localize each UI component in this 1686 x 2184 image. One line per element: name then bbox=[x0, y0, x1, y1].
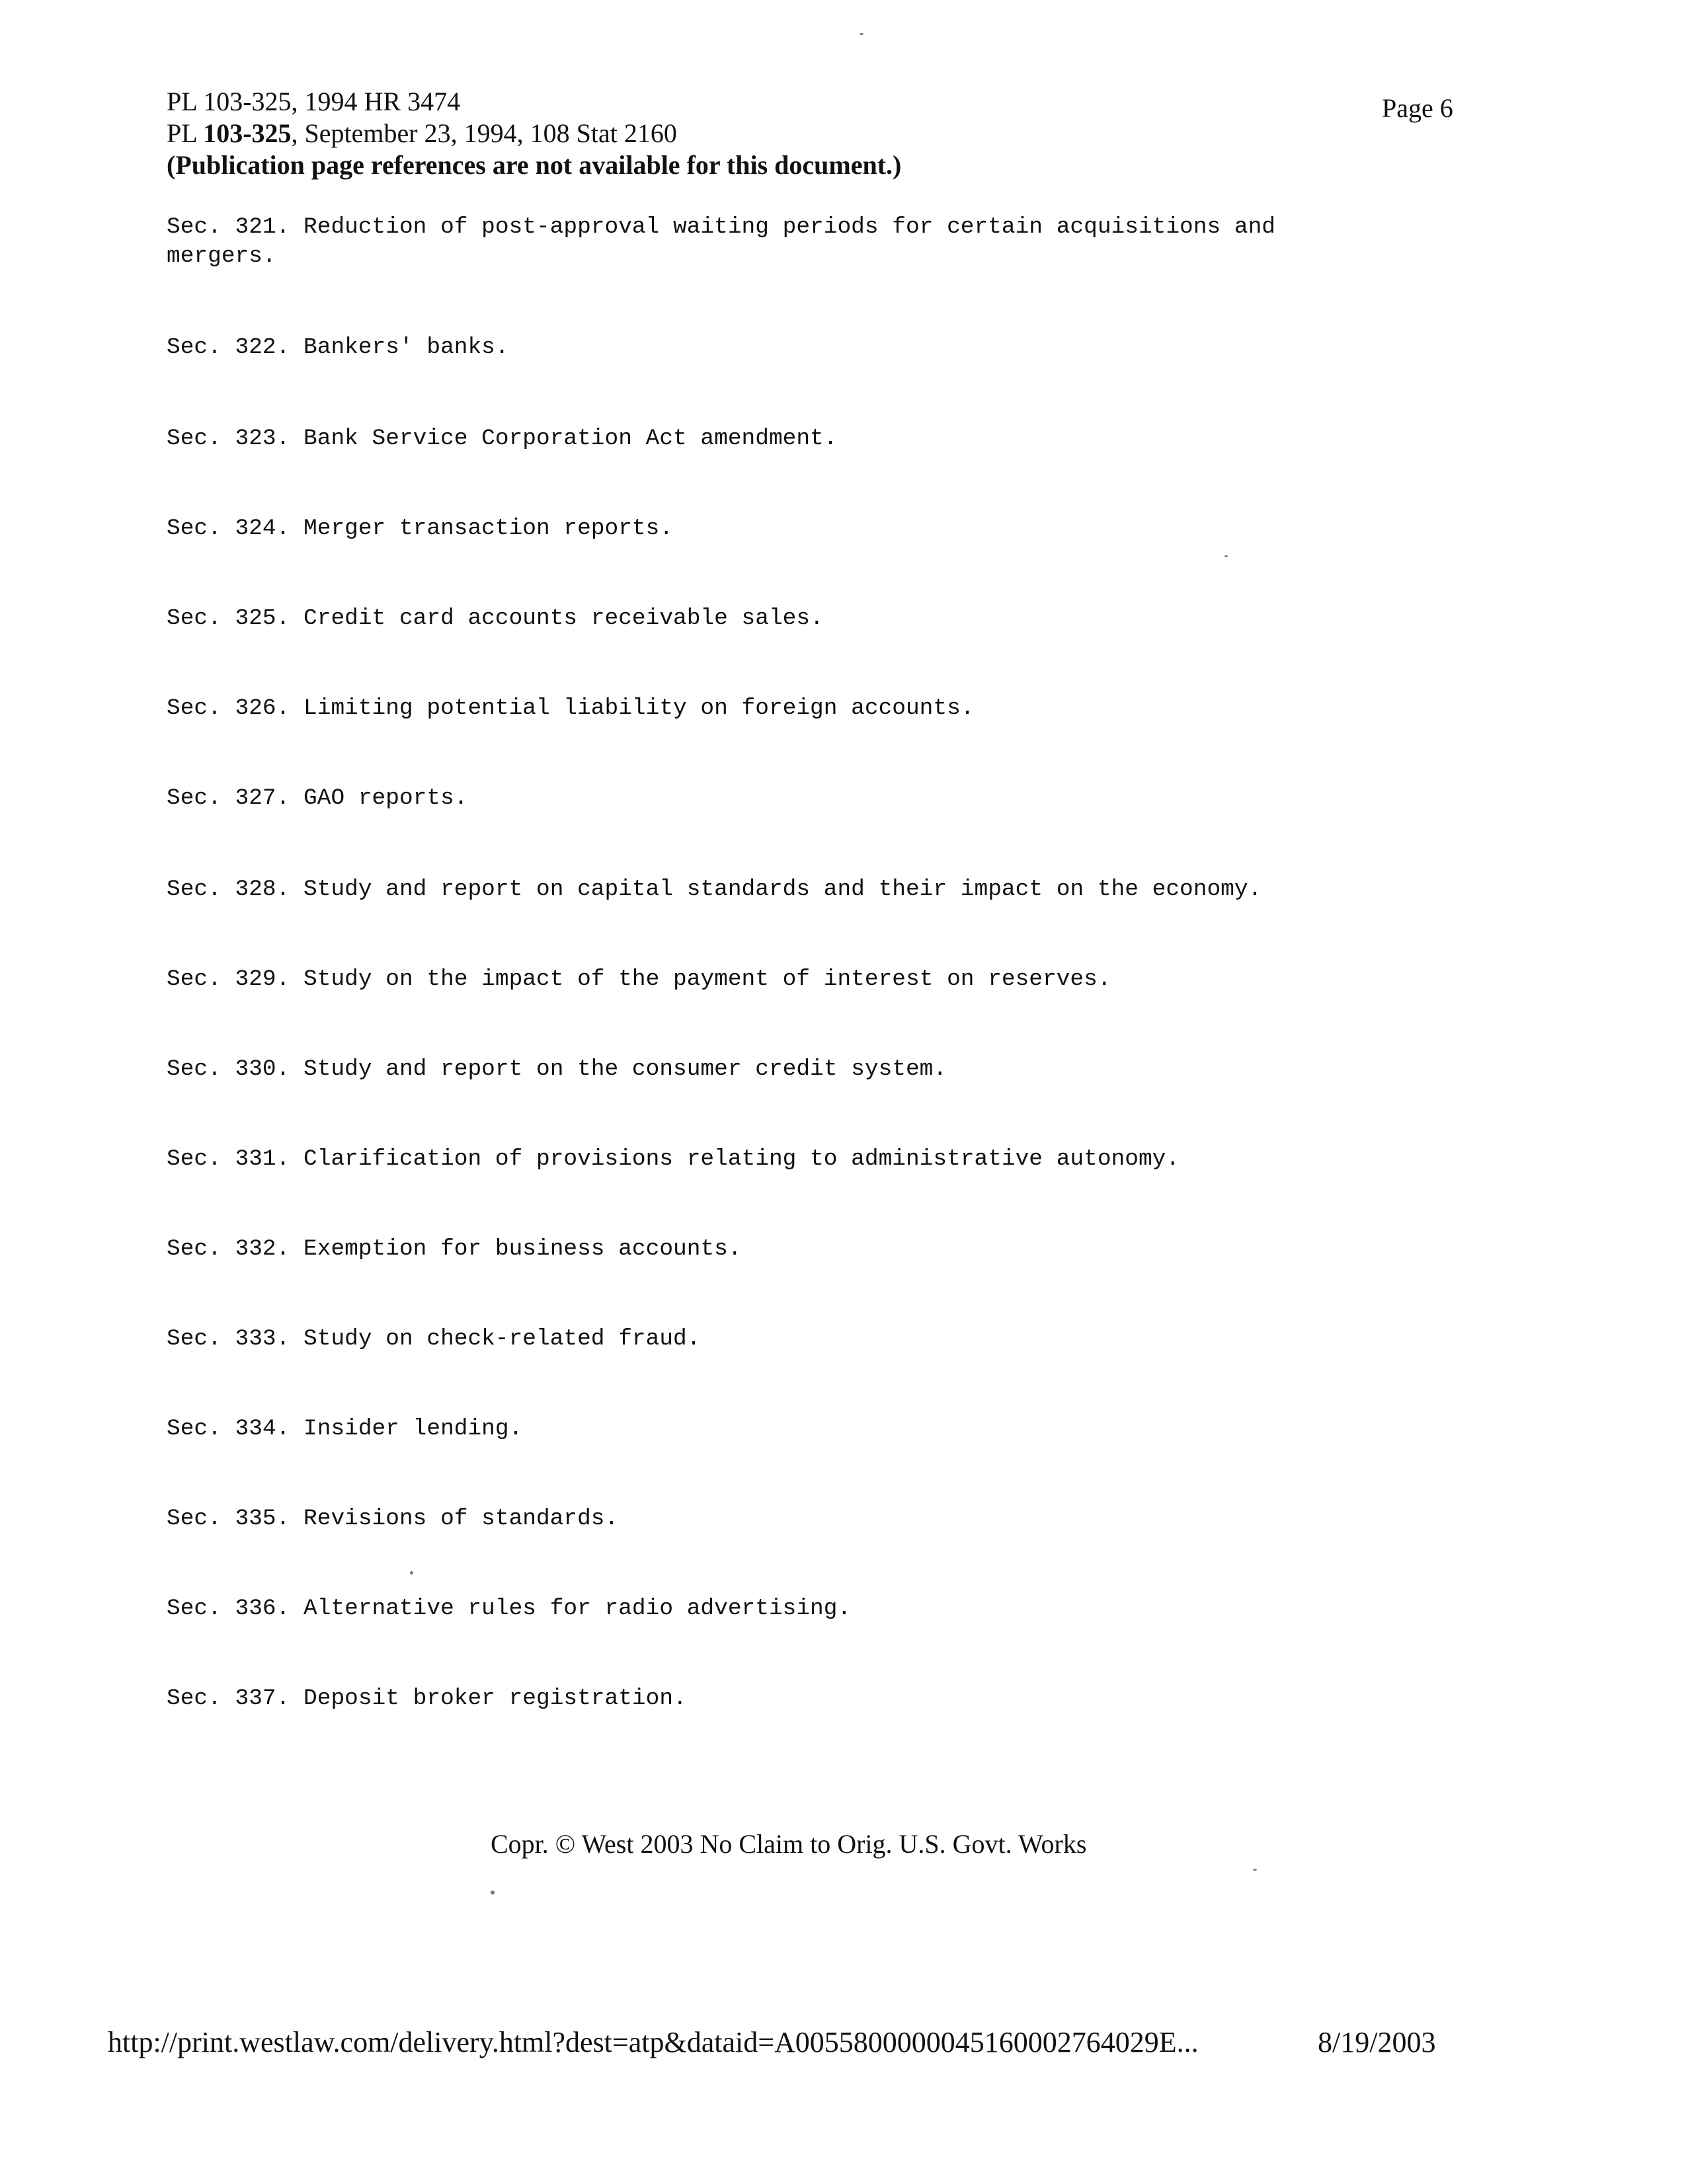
public-law-line bbox=[167, 118, 1489, 149]
section-item: Sec. 337. Deposit broker registration. bbox=[167, 1686, 687, 1711]
section-item: Sec. 336. Alternative rules for radio advertising. bbox=[167, 1596, 852, 1621]
section-item: Sec. 323. Bank Service Corporation Act amendment. bbox=[167, 426, 838, 451]
section-item: Sec. 322. Bankers' banks. bbox=[167, 334, 509, 360]
section-list bbox=[167, 213, 1423, 1713]
public-law-number: 103-325 bbox=[203, 118, 292, 148]
scan-speck bbox=[1224, 555, 1228, 557]
section-item: Sec. 335. Revisions of standards. bbox=[167, 1506, 619, 1532]
page-number: Page 6 bbox=[1382, 93, 1453, 123]
scan-speck bbox=[1253, 1869, 1257, 1871]
scan-speck bbox=[491, 1891, 495, 1894]
public-law-prefix: PL bbox=[167, 118, 204, 148]
public-law-date: , September 23, 1994, 108 Stat 2160 bbox=[291, 118, 677, 148]
scan-speck bbox=[410, 1571, 413, 1575]
section-item: Sec. 329. Study on the impact of the payment of interest on reserves. bbox=[167, 966, 1111, 992]
section-item: Sec. 328. Study and report on capital standards and their impact on the economy. bbox=[167, 877, 1262, 902]
section-item: Sec. 325. Credit card accounts receivable sales. bbox=[167, 605, 824, 631]
section-item: Sec. 334. Insider lending. bbox=[167, 1416, 523, 1442]
print-date: 8/19/2003 bbox=[1318, 2026, 1436, 2058]
scan-speck bbox=[860, 33, 863, 35]
section-item: Sec. 327. GAO reports. bbox=[167, 785, 468, 811]
document-header bbox=[167, 86, 1489, 181]
copyright-notice: Copr. © West 2003 No Claim to Orig. U.S. Govt. Works bbox=[491, 1829, 1087, 1859]
section-item: Sec. 333. Study on check-related fraud. bbox=[167, 1326, 701, 1352]
source-url: http://print.westlaw.com/delivery.html?dest=atp&dataid=A005580000004516000276402​9E... bbox=[108, 2026, 1199, 2058]
section-item: Sec. 324. Merger transaction reports. bbox=[167, 516, 674, 541]
section-item: Sec. 332. Exemption for business accounts. bbox=[167, 1236, 742, 1262]
publication-note: (Publication page references are not available for this document.) bbox=[167, 150, 902, 180]
section-item: Sec. 326. Limiting potential liability on foreign accounts. bbox=[167, 695, 975, 721]
section-item: Sec. 331. Clarification of provisions relating to administrative autonomy. bbox=[167, 1146, 1180, 1172]
section-item: Sec. 330. Study and report on the consumer credit system. bbox=[167, 1056, 947, 1082]
citation-line: PL 103-325, 1994 HR 3474 bbox=[167, 87, 461, 116]
section-item: Sec. 321. Reduction of post-approval waiting periods for certain acquisitions and mergers. bbox=[167, 214, 1275, 269]
